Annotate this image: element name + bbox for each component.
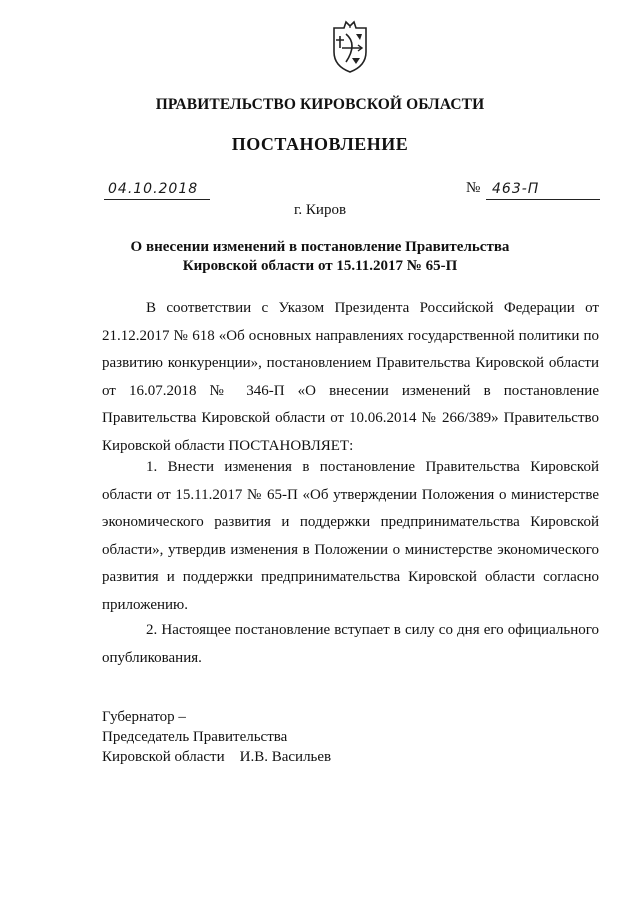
organization-title: ПРАВИТЕЛЬСТВО КИРОВСКОЙ ОБЛАСТИ [155,96,485,113]
subject-line-2: Кировской области от 15.11.2017 № 65-П [182,258,458,274]
body-paragraph-3 [102,617,599,672]
paragraph-text: В соответствии с Указом Президента Российской Федерации от 21.12.2017 № 618 «Об основных направлениях государственной политики по развитию конкуренции», постановлением Правительства Кировской области от 16.07.2018 № 346-П «О внесении изменений в постановление Правительства Кировской области от 10.06.2014 № 266/389» Правительство Кировской области ПОСТАНОВЛЯЕТ: [102,300,599,454]
subject-line-1: О внесении изменений в постановление Правительства [130,239,510,255]
paragraph-text: 1. Внести изменения в постановление Правительства Кировской области от 15.11.2017 № 65-П «Об утверждении Положения о министерстве экономического развития и поддержки предпринимательства Кировской области», утвердив изменения в Положении о министерстве экономического развития и поддержки предпринимательства Кировской области согласно приложению. [102,459,599,613]
document-type-title: ПОСТАНОВЛЕНИЕ [231,134,409,154]
city-label: г. Киров [293,202,347,218]
signature-line-2: Председатель Правительства [102,729,288,745]
signature-line-3: Кировской области И.В. Васильев [102,749,332,765]
document-subject [110,238,530,276]
signature-line-1: Губернатор – [102,709,186,725]
number-sign: № [466,180,481,196]
date-underline [104,199,210,200]
number-underline [486,199,600,200]
coat-of-arms-icon [328,18,372,74]
paragraph-text: 2. Настоящее постановление вступает в силу со дня его официального опубликования. [102,622,599,666]
document-date: 04.10.2018 [108,181,199,197]
body-paragraph-1 [102,295,599,460]
signature-block [102,707,331,767]
body-paragraph-2 [102,454,599,619]
document-number: 463-П [492,181,540,197]
